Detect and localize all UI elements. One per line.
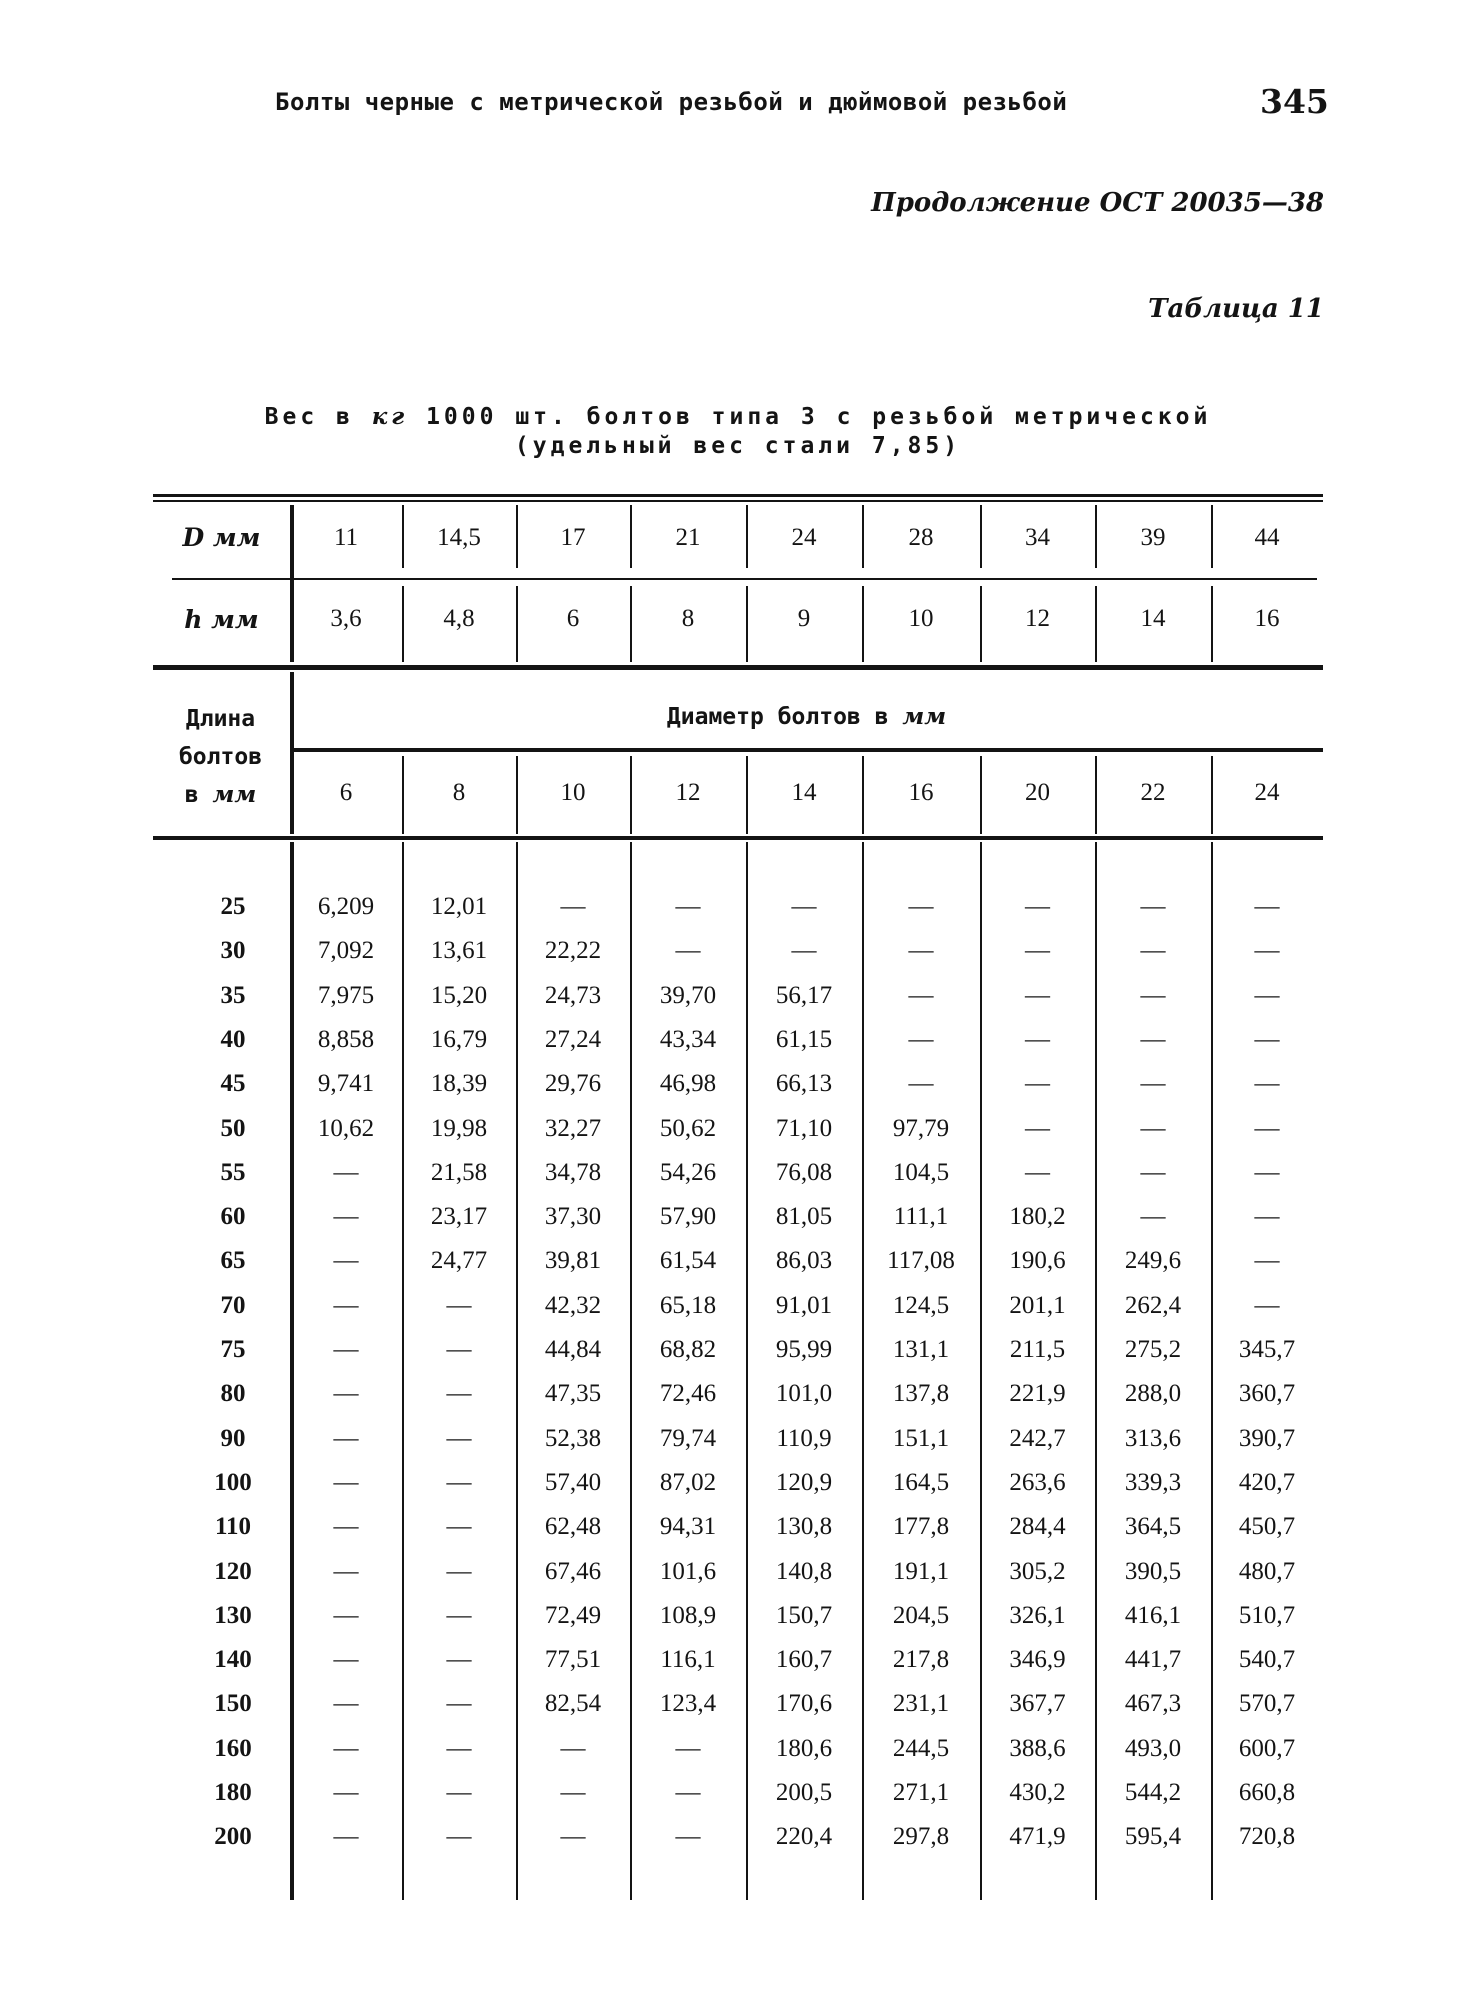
row-length-cell: 100: [214, 1469, 252, 1496]
weight-cell: 221,9: [1009, 1380, 1066, 1407]
weight-cell: 177,8: [892, 1513, 950, 1540]
weight-cell: 262,4: [1124, 1292, 1182, 1319]
weight-cell: 8,858: [317, 1026, 375, 1053]
weight-cell: 430,2: [1009, 1779, 1066, 1806]
row-length-cell: 50: [220, 1115, 246, 1142]
weight-cell: —: [908, 937, 934, 964]
row-length-cell: 40: [220, 1026, 246, 1053]
weight-cell: —: [1140, 1203, 1166, 1230]
weight-cell: 150,7: [775, 1602, 833, 1629]
weight-cell: —: [333, 1380, 359, 1407]
d-value-cell: 14,5: [437, 524, 481, 551]
weight-cell: 66,13: [775, 1070, 833, 1097]
weight-cell: —: [1254, 893, 1280, 920]
weight-cell: —: [908, 982, 934, 1009]
weight-cell: 249,6: [1124, 1247, 1182, 1274]
weight-cell: 200,5: [775, 1779, 833, 1806]
weight-cell: 97,79: [892, 1115, 950, 1142]
weight-cell: 62,48: [544, 1513, 602, 1540]
continuation-note: Продолжение ОСТ 20035—38: [871, 188, 1324, 218]
weight-cell: 47,35: [544, 1380, 602, 1407]
weight-cell: 297,8: [892, 1823, 950, 1850]
length-header-line: болтов: [178, 744, 263, 770]
weight-cell: 346,9: [1009, 1646, 1066, 1673]
weight-cell: 37,30: [544, 1203, 602, 1230]
weight-cell: 24,73: [544, 982, 602, 1009]
h-value-cell: 12: [1025, 605, 1050, 632]
weight-cell: —: [1254, 1247, 1280, 1274]
weight-cell: 50,62: [659, 1115, 717, 1142]
weight-cell: —: [333, 1823, 359, 1850]
row-length-cell: 200: [214, 1823, 252, 1850]
weight-cell: 540,7: [1238, 1646, 1296, 1673]
weight-cell: —: [560, 893, 586, 920]
weight-cell: 6,209: [317, 893, 375, 920]
row-length-cell: 75: [220, 1336, 246, 1363]
h-value-cell: 14: [1140, 605, 1166, 632]
diameter-value-cell: 12: [675, 779, 701, 806]
caption-text-b: 1000 шт. болтов типа 3 с резьбой метрической: [408, 404, 1212, 430]
h-value-cell: 4,8: [443, 605, 475, 632]
weight-cell: 204,5: [892, 1602, 950, 1629]
weight-cell: —: [446, 1558, 472, 1585]
row-length-cell: 140: [214, 1646, 252, 1673]
weight-cell: 39,81: [544, 1247, 602, 1274]
weight-cell: —: [560, 1735, 586, 1762]
weight-cell: —: [791, 893, 817, 920]
length-header-line: [153, 776, 288, 814]
weight-cell: 10,62: [317, 1115, 375, 1142]
weight-cell: 595,4: [1124, 1823, 1182, 1850]
weight-cell: —: [1254, 982, 1280, 1009]
weight-cell: 87,02: [659, 1469, 717, 1496]
weight-cell: 81,05: [775, 1203, 833, 1230]
weight-cell: 91,01: [775, 1292, 833, 1319]
weight-cell: —: [1140, 982, 1166, 1009]
d-value-cell: 44: [1254, 524, 1280, 551]
weight-cell: 101,6: [659, 1558, 717, 1585]
weight-cell: 86,03: [775, 1247, 833, 1274]
weight-cell: 467,3: [1124, 1690, 1182, 1717]
weight-cell: 130,8: [775, 1513, 833, 1540]
weight-cell: —: [1254, 1159, 1280, 1186]
weight-cell: 82,54: [544, 1690, 602, 1717]
weight-cell: —: [675, 1735, 701, 1762]
weight-cell: 390,5: [1124, 1558, 1182, 1585]
weight-cell: 101,0: [775, 1380, 833, 1407]
weight-cell: 140,8: [775, 1558, 833, 1585]
weight-cell: 480,7: [1238, 1558, 1296, 1585]
diameter-value-cell: 8: [452, 779, 466, 806]
weight-cell: —: [446, 1336, 472, 1363]
weight-cell: 79,74: [659, 1425, 717, 1452]
weight-cell: 124,5: [892, 1292, 950, 1319]
h-value-cell: 9: [797, 605, 811, 632]
weight-cell: —: [333, 1602, 359, 1629]
table-top-rule: [153, 494, 1323, 497]
weight-cell: 21,58: [430, 1159, 488, 1186]
weight-cell: —: [1254, 1115, 1280, 1142]
weight-cell: —: [333, 1779, 359, 1806]
weight-cell: —: [1254, 1203, 1280, 1230]
weight-cell: 220,4: [775, 1823, 833, 1850]
weight-cell: 180,6: [775, 1735, 833, 1762]
diameter-value-cell: 24: [1254, 779, 1280, 806]
weight-cell: 367,7: [1009, 1690, 1066, 1717]
d-value-cell: 28: [908, 524, 934, 551]
table-number: Таблица 11: [1148, 294, 1324, 324]
row-length-cell: 65: [220, 1247, 246, 1274]
weight-cell: 13,61: [430, 937, 488, 964]
weight-cell: 284,4: [1009, 1513, 1066, 1540]
weight-cell: 151,1: [892, 1425, 950, 1452]
weight-cell: —: [333, 1336, 359, 1363]
weight-cell: 61,54: [659, 1247, 717, 1274]
h-value-cell: 3,6: [330, 605, 362, 632]
weight-cell: 27,24: [544, 1026, 602, 1053]
weight-cell: 116,1: [660, 1646, 716, 1673]
weight-cell: —: [675, 937, 701, 964]
weight-cell: 164,5: [892, 1469, 950, 1496]
length-stub-divider: [290, 672, 294, 834]
d-mm-label: D мм: [182, 523, 261, 552]
weight-cell: 15,20: [430, 982, 488, 1009]
weight-cell: 117,08: [887, 1247, 955, 1274]
diameter-value-cell: 10: [560, 779, 586, 806]
weight-cell: 160,7: [775, 1646, 833, 1673]
weight-cell: —: [333, 1690, 359, 1717]
weight-cell: —: [1025, 937, 1050, 964]
weight-cell: 390,7: [1238, 1425, 1296, 1452]
row-length-cell: 110: [214, 1513, 252, 1540]
length-unit: мм: [212, 781, 257, 808]
weight-cell: 61,15: [775, 1026, 833, 1053]
weight-cell: 57,90: [659, 1203, 717, 1230]
weight-cell: 190,6: [1009, 1247, 1066, 1274]
weight-cell: 180,2: [1009, 1203, 1066, 1230]
weight-cell: —: [333, 1646, 359, 1673]
weight-cell: 544,2: [1124, 1779, 1182, 1806]
weight-cell: —: [446, 1690, 472, 1717]
weight-cell: —: [1140, 1115, 1166, 1142]
weight-cell: —: [1254, 937, 1280, 964]
weight-cell: 7,975: [317, 982, 375, 1009]
d-value-cell: 17: [560, 524, 586, 551]
weight-cell: 94,31: [659, 1513, 717, 1540]
weight-cell: 44,84: [544, 1336, 602, 1363]
weight-cell: —: [333, 1292, 359, 1319]
weight-cell: 263,6: [1009, 1469, 1066, 1496]
weight-cell: —: [446, 1779, 472, 1806]
weight-cell: —: [446, 1292, 472, 1319]
page-number: 345: [1260, 82, 1329, 121]
weight-cell: 56,17: [775, 982, 833, 1009]
weight-cell: 388,6: [1009, 1735, 1066, 1762]
weight-cell: 326,1: [1009, 1602, 1066, 1629]
weight-cell: 271,1: [892, 1779, 950, 1806]
weight-cell: 170,6: [775, 1690, 833, 1717]
weight-cell: —: [1025, 1070, 1050, 1097]
weight-cell: —: [1025, 1159, 1050, 1186]
weight-cell: 660,8: [1238, 1779, 1296, 1806]
weight-cell: —: [675, 893, 701, 920]
weight-cell: 360,7: [1238, 1380, 1296, 1407]
h-value-cell: 16: [1254, 605, 1280, 632]
weight-cell: —: [908, 893, 934, 920]
head-block-rule: [153, 665, 1323, 670]
row-length-cell: 90: [220, 1425, 246, 1452]
weight-cell: 46,98: [659, 1070, 717, 1097]
length-header-label: [153, 700, 288, 814]
row-length-cell: 80: [220, 1380, 246, 1407]
weight-cell: —: [446, 1823, 472, 1850]
d-value-cell: 24: [791, 524, 817, 551]
d-value-cell: 34: [1025, 524, 1050, 551]
weight-cell: —: [1140, 937, 1166, 964]
row-length-cell: 150: [214, 1690, 252, 1717]
weight-cell: 120,9: [775, 1469, 833, 1496]
row-length-cell: 60: [220, 1203, 246, 1230]
weight-cell: 510,7: [1238, 1602, 1296, 1629]
weight-cell: 600,7: [1238, 1735, 1296, 1762]
h-value-cell: 6: [566, 605, 580, 632]
h-value-cell: 10: [908, 605, 934, 632]
row-length-cell: 30: [220, 937, 246, 964]
weight-cell: 108,9: [659, 1602, 717, 1629]
weight-cell: 42,32: [544, 1292, 602, 1319]
weight-cell: 242,7: [1009, 1425, 1066, 1452]
diameter-value-cell: 16: [908, 779, 934, 806]
weight-cell: —: [908, 1026, 934, 1053]
weight-cell: —: [1254, 1026, 1280, 1053]
d-value-cell: 39: [1140, 524, 1166, 551]
weight-cell: 305,2: [1009, 1558, 1066, 1585]
weight-cell: 441,7: [1124, 1646, 1182, 1673]
weight-cell: —: [675, 1779, 701, 1806]
weight-cell: 95,99: [775, 1336, 833, 1363]
d-value-cell: 21: [675, 524, 701, 551]
weight-cell: —: [791, 937, 817, 964]
weight-cell: —: [560, 1823, 586, 1850]
row-length-cell: 160: [214, 1735, 252, 1762]
weight-cell: —: [1025, 982, 1050, 1009]
weight-cell: 201,1: [1009, 1292, 1066, 1319]
weight-cell: 52,38: [544, 1425, 602, 1452]
diameter-header-label: [290, 703, 1323, 730]
weight-cell: 137,8: [892, 1380, 950, 1407]
weight-cell: —: [446, 1646, 472, 1673]
weight-cell: 104,5: [892, 1159, 950, 1186]
weight-cell: 76,08: [775, 1159, 833, 1186]
weight-cell: 450,7: [1238, 1513, 1296, 1540]
weight-cell: —: [333, 1735, 359, 1762]
weight-cell: 364,5: [1124, 1513, 1182, 1540]
weight-cell: —: [446, 1469, 472, 1496]
weight-cell: 7,092: [317, 937, 375, 964]
weight-cell: 16,79: [430, 1026, 488, 1053]
weight-cell: —: [446, 1513, 472, 1540]
weight-cell: 68,82: [659, 1336, 717, 1363]
row-length-cell: 70: [220, 1292, 246, 1319]
weight-cell: 110,9: [776, 1425, 832, 1452]
weight-cell: —: [333, 1469, 359, 1496]
diameter-value-cell: 22: [1140, 779, 1166, 806]
weight-cell: —: [1254, 1292, 1280, 1319]
length-header-line: Длина: [185, 706, 256, 732]
diameter-value-cell: 6: [339, 779, 353, 806]
weight-cell: —: [1025, 893, 1050, 920]
row-length-cell: 25: [220, 893, 246, 920]
weight-cell: 34,78: [544, 1159, 602, 1186]
weight-cell: —: [1140, 1026, 1166, 1053]
body-top-rule: [153, 836, 1323, 840]
table-caption-line2: (удельный вес стали 7,85): [514, 433, 962, 459]
weight-cell: —: [333, 1558, 359, 1585]
h-value-cell: 8: [681, 605, 695, 632]
diameter-header-unit: мм: [902, 703, 947, 730]
weight-cell: 111,1: [893, 1203, 949, 1230]
weight-cell: 24,77: [430, 1247, 488, 1274]
weight-cell: 420,7: [1238, 1469, 1296, 1496]
dh-separator-rule: [172, 578, 1317, 580]
weight-cell: —: [1140, 893, 1166, 920]
weight-cell: 32,27: [544, 1115, 602, 1142]
weight-cell: —: [333, 1247, 359, 1274]
weight-cell: 57,40: [544, 1469, 602, 1496]
weight-cell: —: [1025, 1026, 1050, 1053]
length-unit-prefix: в: [184, 782, 213, 808]
weight-cell: 131,1: [892, 1336, 950, 1363]
weight-cell: 191,1: [892, 1558, 950, 1585]
weight-cell: 416,1: [1124, 1602, 1182, 1629]
weight-cell: 12,01: [430, 893, 488, 920]
diameter-value-cell: 20: [1025, 779, 1050, 806]
weight-cell: 217,8: [892, 1646, 950, 1673]
weight-cell: 339,3: [1124, 1469, 1182, 1496]
weight-cell: —: [333, 1513, 359, 1540]
weight-cell: —: [1025, 1115, 1050, 1142]
weight-cell: 493,0: [1124, 1735, 1182, 1762]
weight-cell: —: [1254, 1070, 1280, 1097]
weight-cell: 570,7: [1238, 1690, 1296, 1717]
caption-unit: кг: [371, 403, 409, 430]
row-length-cell: 180: [214, 1779, 252, 1806]
weight-cell: —: [333, 1159, 359, 1186]
weight-cell: 244,5: [892, 1735, 950, 1762]
weight-cell: —: [333, 1203, 359, 1230]
weight-cell: —: [1140, 1159, 1166, 1186]
weight-cell: 18,39: [430, 1070, 488, 1097]
weight-cell: —: [560, 1779, 586, 1806]
weight-cell: 71,10: [775, 1115, 833, 1142]
weight-cell: —: [446, 1380, 472, 1407]
weight-cell: 29,76: [544, 1070, 602, 1097]
weight-cell: 77,51: [544, 1646, 602, 1673]
diameter-subhead-rule: [290, 748, 1323, 752]
weight-cell: —: [333, 1425, 359, 1452]
weight-cell: —: [446, 1602, 472, 1629]
weight-cell: 720,8: [1238, 1823, 1296, 1850]
row-length-cell: 130: [214, 1602, 252, 1629]
weight-cell: 67,46: [544, 1558, 602, 1585]
weight-cell: 19,98: [430, 1115, 488, 1142]
row-length-cell: 120: [214, 1558, 252, 1585]
table-top-rule-inner: [153, 500, 1323, 502]
diameter-value-cell: 14: [791, 779, 817, 806]
weight-cell: 123,4: [659, 1690, 717, 1717]
weight-cell: 211,5: [1009, 1336, 1066, 1363]
weight-cell: 23,17: [430, 1203, 488, 1230]
weight-cell: —: [446, 1735, 472, 1762]
weight-cell: 65,18: [659, 1292, 717, 1319]
weight-cell: 275,2: [1124, 1336, 1182, 1363]
weight-cell: 231,1: [892, 1690, 950, 1717]
weight-cell: —: [908, 1070, 934, 1097]
row-length-cell: 35: [220, 982, 246, 1009]
weight-cell: —: [446, 1425, 472, 1452]
d-value-cell: 11: [333, 524, 359, 551]
weight-cell: 9,741: [317, 1070, 375, 1097]
diameter-header-text: Диаметр болтов в: [666, 704, 903, 730]
weight-cell: 313,6: [1124, 1425, 1182, 1452]
row-length-cell: 55: [220, 1159, 246, 1186]
weight-cell: 39,70: [659, 982, 717, 1009]
table-caption-line1: [150, 403, 1326, 430]
weight-cell: —: [675, 1823, 701, 1850]
h-mm-label: h мм: [184, 605, 259, 634]
weight-cell: 471,9: [1009, 1823, 1066, 1850]
row-length-cell: 45: [220, 1070, 246, 1097]
running-head: Болты черные с метрической резьбой и дюймовой резьбой: [275, 88, 1068, 116]
weight-cell: 54,26: [659, 1159, 717, 1186]
weight-cell: 43,34: [659, 1026, 717, 1053]
weight-cell: 72,49: [544, 1602, 602, 1629]
weight-cell: 345,7: [1238, 1336, 1296, 1363]
weight-cell: —: [1140, 1070, 1166, 1097]
weight-cell: 72,46: [659, 1380, 717, 1407]
caption-text-a: Вес в: [264, 404, 372, 430]
weight-cell: 288,0: [1124, 1380, 1182, 1407]
weight-cell: 22,22: [544, 937, 602, 964]
